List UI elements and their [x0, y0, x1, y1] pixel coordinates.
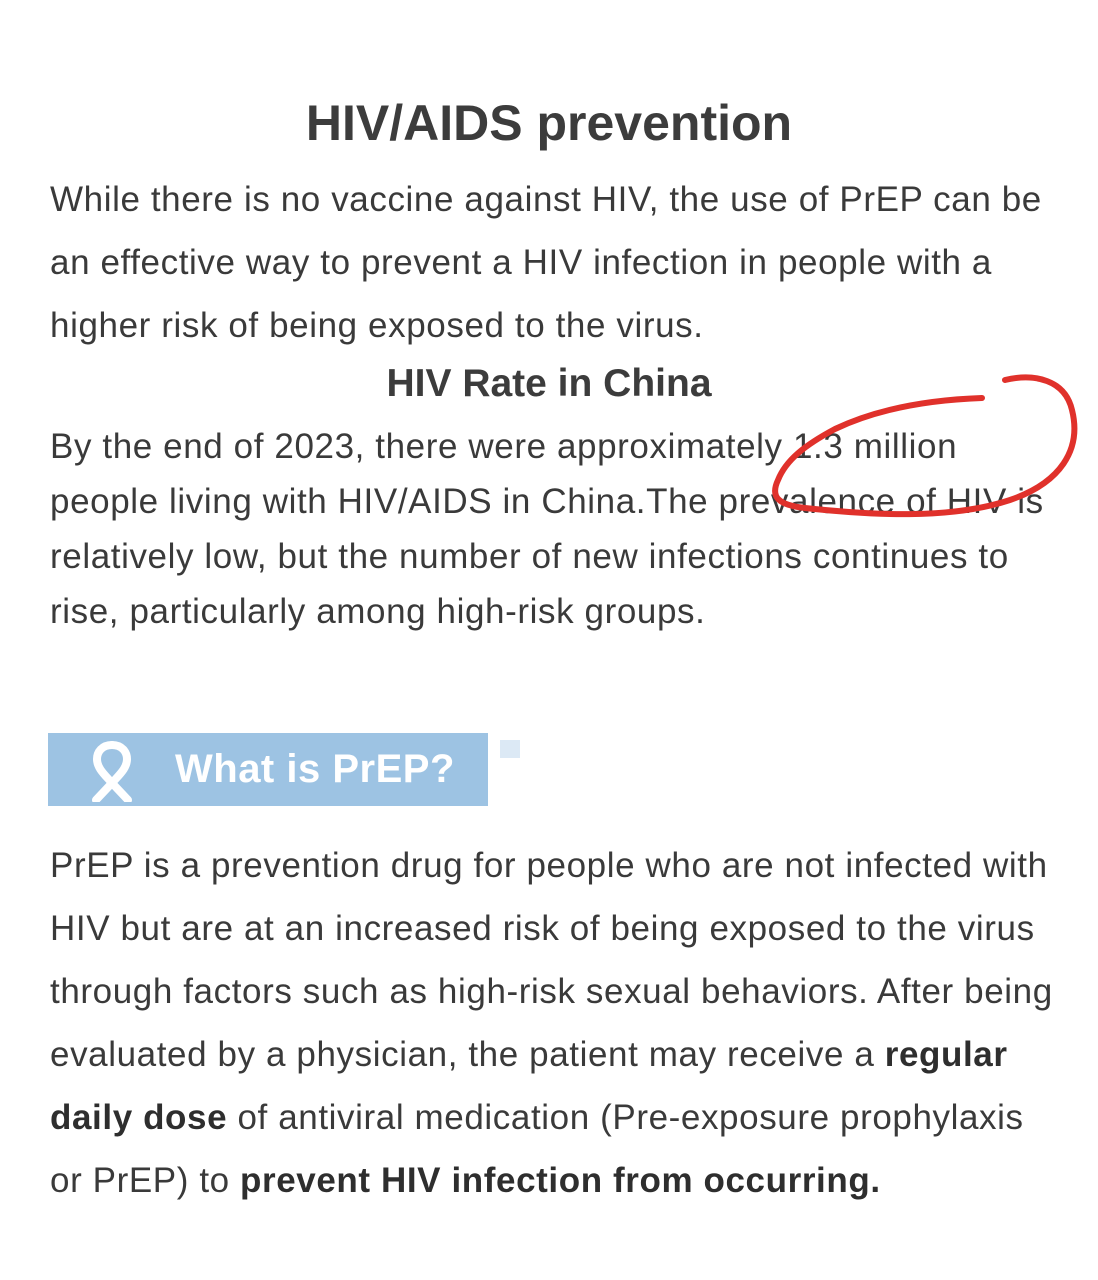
china-paragraph: By the end of 2023, there were approximately 1.3 million people living with HIV/AIDS in China.The prevalence of HIV is relatively low, but the number of new infections continues to rise, particularly among high-risk groups. [50, 427, 1044, 631]
prep-paragraph [50, 834, 1060, 1212]
decorative-square [500, 740, 520, 758]
annotation-stroke [775, 378, 1074, 515]
prep-text-part2: of antiviral medication (Pre-exposure prophylaxis or PrEP) to [50, 1098, 1024, 1200]
prep-bold-daily-dose: regular daily dose [50, 1035, 1008, 1137]
page-title: HIV/AIDS prevention [305, 95, 793, 151]
intro-paragraph: While there is no vaccine against HIV, the use of PrEP can be an effective way to prevent a HIV infection in people with a higher risk of being exposed to the virus. [50, 180, 1042, 345]
prep-bold-prevent: prevent HIV infection from occurring. [240, 1161, 881, 1200]
hand-drawn-circle-annotation [760, 365, 1090, 535]
what-is-prep-heading: What is PrEP? [175, 747, 455, 791]
china-section-title: HIV Rate in China [386, 362, 712, 405]
prep-text-part1: PrEP is a prevention drug for people who are not infected with HIV but are at an increased risk of being exposed to the virus through factors such as high-risk sexual behaviors. After being evaluated by a physician, the patient may receive a [50, 846, 1053, 1074]
awareness-ribbon-icon [82, 740, 142, 802]
